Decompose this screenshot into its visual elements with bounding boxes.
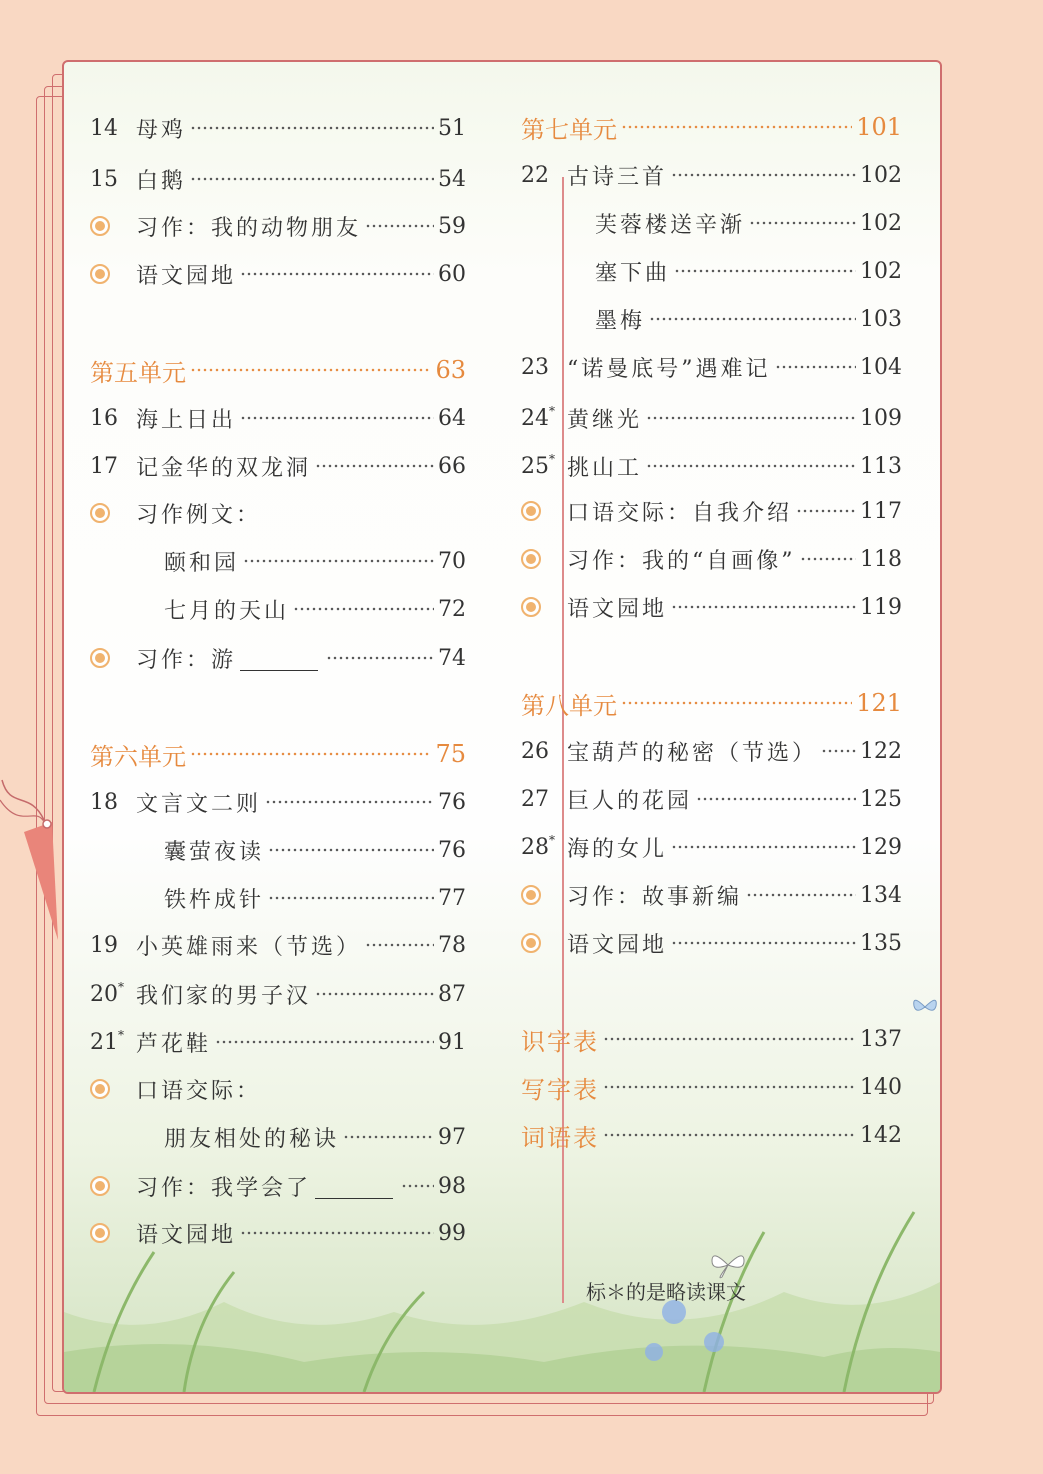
page-number: 101 (856, 113, 902, 141)
toc-entry[interactable] (90, 923, 466, 967)
page-number: 72 (438, 596, 466, 622)
entry-title: 词语表 (521, 1123, 599, 1152)
page-number: 78 (438, 932, 466, 958)
entry-title: 习作：我的动物朋友 (136, 215, 362, 241)
page-number: 122 (860, 738, 902, 764)
entry-title: 巨人的花园 (567, 788, 693, 814)
dot-leader (646, 413, 856, 423)
page-number: 104 (860, 354, 902, 380)
entry-title: 芙蓉楼送辛渐 (595, 212, 746, 238)
page-number: 135 (860, 930, 902, 956)
dot-leader (240, 1228, 434, 1238)
entry-title: 芦花鞋 (136, 1031, 212, 1057)
lesson-number (521, 787, 567, 812)
page-number: 129 (860, 834, 902, 860)
lesson-number-text: 14 (90, 115, 118, 141)
entry-title: 第八单元 (521, 691, 617, 720)
entry-title: 语文园地 (567, 932, 668, 958)
toc-entry[interactable] (90, 204, 466, 248)
page-number: 113 (860, 453, 902, 479)
dot-leader (821, 746, 856, 756)
page-number: 103 (860, 306, 902, 332)
page-number: 76 (438, 837, 466, 863)
entry-title: 白鹅 (136, 168, 187, 194)
page-number: 102 (860, 162, 902, 188)
lesson-number (90, 979, 136, 1007)
toc-entry[interactable] (90, 252, 466, 296)
bullet-circle-icon (90, 1176, 110, 1196)
entry-title: 习作：我的“自画像” (567, 548, 796, 574)
optional-reading-star: * (118, 979, 124, 994)
dot-leader (603, 1034, 856, 1044)
dot-leader (671, 938, 856, 948)
dot-leader (800, 554, 857, 564)
toc-entry[interactable] (90, 106, 466, 150)
page-number: 99 (438, 1220, 466, 1246)
entry-title: 口语交际： (136, 1078, 262, 1104)
dot-leader (365, 221, 434, 231)
page-number: 70 (438, 548, 466, 574)
dot-leader (268, 845, 434, 855)
entry-title: 写字表 (521, 1075, 599, 1104)
optional-reading-star: * (549, 451, 555, 466)
page-number: 77 (438, 885, 466, 911)
entry-title: 宝葫芦的秘密（节选） (567, 740, 818, 766)
bullet-circle-icon (90, 1223, 110, 1243)
page-number: 87 (438, 981, 466, 1007)
entry-title: 海上日出 (136, 407, 237, 433)
dot-leader (190, 365, 431, 375)
page-number: 66 (438, 453, 466, 479)
entry-title: 囊萤夜读 (164, 839, 265, 865)
dot-leader (649, 314, 856, 324)
lesson-number-text: 20 (90, 981, 118, 1007)
toc-entry[interactable] (164, 539, 466, 583)
entry-title: 口语交际：自我介绍 (567, 500, 793, 526)
entry-title: 母鸡 (136, 117, 187, 143)
dot-leader (696, 794, 856, 804)
lesson-number (90, 1027, 136, 1055)
toc-entry[interactable] (90, 157, 466, 201)
lesson-number-text: 22 (521, 162, 549, 188)
toc-entry[interactable] (521, 396, 902, 440)
dot-leader (240, 413, 434, 423)
dot-leader (671, 170, 856, 180)
page-number: 63 (435, 356, 466, 384)
dot-leader (315, 989, 434, 999)
dot-leader (365, 940, 434, 950)
page-number: 102 (860, 210, 902, 236)
lesson-number (90, 933, 136, 958)
lesson-number (90, 167, 136, 192)
page-number: 142 (860, 1122, 902, 1148)
page-number: 76 (438, 789, 466, 815)
dot-leader (293, 604, 434, 614)
toc-entry[interactable] (90, 1164, 466, 1208)
page-number: 109 (860, 405, 902, 431)
entry-title: 识字表 (521, 1027, 599, 1056)
toc-entry[interactable] (90, 444, 466, 488)
bullet-circle-icon (521, 549, 541, 569)
lesson-number (90, 790, 136, 815)
lesson-number (521, 163, 567, 188)
dot-leader (621, 122, 852, 132)
lesson-number-text: 18 (90, 789, 118, 815)
entry-title: 铁杵成针 (164, 887, 265, 913)
toc-entry[interactable] (90, 780, 466, 824)
entry-title: 第七单元 (521, 115, 617, 144)
entry-title: 文言文二则 (136, 791, 262, 817)
toc-entry[interactable] (521, 729, 902, 773)
lesson-number-text: 26 (521, 738, 549, 764)
entry-title: 第五单元 (90, 358, 186, 387)
toc-entry[interactable] (164, 587, 466, 631)
entry-title: 墨梅 (595, 308, 646, 334)
entry-title: 习作：我学会了 (136, 1175, 312, 1201)
lesson-number (90, 116, 136, 141)
lesson-number-text: 28 (521, 834, 549, 860)
fill-in-blank (240, 646, 318, 671)
lesson-number (521, 403, 567, 431)
dot-leader (775, 362, 857, 372)
lesson-number (521, 832, 567, 860)
dot-leader (190, 174, 434, 184)
lesson-number-text: 24 (521, 405, 549, 431)
appendix-entry[interactable] (521, 1017, 902, 1061)
dot-leader (268, 893, 434, 903)
entry-title: 七月的天山 (164, 598, 290, 624)
toc-entry[interactable] (90, 636, 466, 680)
lesson-number (521, 451, 567, 479)
appendix-entry[interactable] (521, 1065, 902, 1109)
page-number: 60 (438, 261, 466, 287)
dot-leader (343, 1132, 434, 1142)
toc-entry[interactable] (595, 249, 902, 293)
entry-title: 古诗三首 (567, 164, 668, 190)
lesson-number (521, 739, 567, 764)
entry-title: 海的女儿 (567, 836, 668, 862)
entry-title: 颐和园 (164, 550, 240, 576)
bullet-circle-icon (521, 597, 541, 617)
toc-entry[interactable] (521, 777, 902, 821)
page-number: 119 (860, 594, 902, 620)
entry-title: 语文园地 (136, 1222, 237, 1248)
butterfly-icon (910, 992, 940, 1022)
page-number: 118 (860, 546, 902, 572)
lesson-number-text: 27 (521, 786, 549, 812)
dot-leader (746, 890, 856, 900)
dot-leader (190, 749, 431, 759)
page-number: 117 (860, 498, 902, 524)
toc-entry[interactable] (164, 1115, 466, 1159)
dot-leader (646, 461, 856, 471)
toc-entry[interactable] (164, 876, 466, 920)
page-number: 51 (438, 115, 466, 141)
entry-title: 语文园地 (136, 263, 237, 289)
dot-leader (671, 842, 856, 852)
unit-heading[interactable] (90, 348, 466, 392)
lesson-number-text: 23 (521, 354, 549, 380)
lesson-number-text: 16 (90, 405, 118, 431)
lesson-number-text: 15 (90, 166, 118, 192)
toc-entry[interactable] (90, 1211, 466, 1255)
toc-entry[interactable] (90, 491, 466, 535)
bullet-circle-icon (521, 885, 541, 905)
dot-leader (401, 1181, 434, 1191)
entry-title: 习作：游 (136, 647, 237, 673)
appendix-entry[interactable] (521, 1113, 902, 1157)
entry-title: 我们家的男子汉 (136, 983, 312, 1009)
entry-title: 塞下曲 (595, 260, 671, 286)
bullet-circle-icon (90, 1079, 110, 1099)
page-number: 91 (438, 1029, 466, 1055)
toc-entry[interactable] (521, 345, 902, 389)
toc-entry[interactable] (164, 828, 466, 872)
bullet-circle-icon (90, 503, 110, 523)
dot-leader (265, 797, 434, 807)
toc-entry[interactable] (521, 537, 902, 581)
page-number: 125 (860, 786, 902, 812)
page-number: 74 (438, 645, 466, 671)
entry-title: 小英雄雨来（节选） (136, 934, 362, 960)
dot-leader (215, 1037, 434, 1047)
lesson-number (90, 454, 136, 479)
entry-title: “诺曼底号”遇难记 (567, 356, 771, 382)
page-number: 134 (860, 882, 902, 908)
toc-entry[interactable] (521, 489, 902, 533)
toc-entry[interactable] (521, 444, 902, 488)
page-number: 97 (438, 1124, 466, 1150)
bullet-circle-icon (521, 933, 541, 953)
page-number: 121 (856, 689, 902, 717)
page-number: 64 (438, 405, 466, 431)
lesson-number (521, 355, 567, 380)
dot-leader (674, 266, 856, 276)
page-number: 59 (438, 213, 466, 239)
entry-title: 朋友相处的秘诀 (164, 1126, 340, 1152)
toc-entry[interactable] (521, 825, 902, 869)
unit-heading[interactable] (90, 732, 466, 776)
bullet-circle-icon (521, 501, 541, 521)
bullet-circle-icon (90, 264, 110, 284)
page-number: 137 (860, 1026, 902, 1052)
toc-entry[interactable] (521, 153, 902, 197)
entry-title: 习作：故事新编 (567, 884, 743, 910)
entry-title: 黄继光 (567, 407, 643, 433)
lesson-number-text: 21 (90, 1029, 118, 1055)
dot-leader (671, 602, 856, 612)
entry-title: 挑山工 (567, 455, 643, 481)
lesson-number (90, 406, 136, 431)
optional-reading-star: * (118, 1027, 124, 1042)
toc-entry[interactable] (90, 1020, 466, 1064)
lesson-number-text: 25 (521, 453, 549, 479)
dot-leader (796, 506, 856, 516)
entry-title: 第六单元 (90, 742, 186, 771)
unit-heading[interactable] (521, 681, 902, 725)
page-number: 102 (860, 258, 902, 284)
bullet-circle-icon (90, 648, 110, 668)
toc-entry[interactable] (90, 972, 466, 1016)
dot-leader (749, 218, 856, 228)
toc-entry[interactable] (595, 201, 902, 245)
dot-leader (240, 269, 434, 279)
page-number: 140 (860, 1074, 902, 1100)
footnote: 标＊的是略读课文 (586, 1280, 746, 1304)
toc-entry[interactable] (521, 873, 902, 917)
ribbon-bookmark-icon (0, 770, 70, 960)
toc-entry[interactable] (595, 297, 902, 341)
dot-leader (315, 461, 434, 471)
toc-entry[interactable] (90, 396, 466, 440)
entry-title: 记金华的双龙洞 (136, 455, 312, 481)
dot-leader (621, 698, 852, 708)
unit-heading[interactable] (521, 105, 902, 149)
lesson-number-text: 19 (90, 932, 118, 958)
dot-leader (190, 123, 434, 133)
page-number: 75 (435, 740, 466, 768)
entry-title: 语文园地 (567, 596, 668, 622)
toc-entry[interactable] (521, 921, 902, 965)
toc-entry[interactable] (90, 1067, 466, 1111)
page-number: 98 (438, 1173, 466, 1199)
dot-leader (603, 1082, 856, 1092)
lesson-number-text: 17 (90, 453, 118, 479)
dot-leader (326, 653, 434, 663)
toc-entry[interactable] (521, 585, 902, 629)
optional-reading-star: * (549, 403, 555, 418)
optional-reading-star: * (549, 832, 555, 847)
dot-leader (603, 1130, 856, 1140)
page-number: 54 (438, 166, 466, 192)
bullet-circle-icon (90, 216, 110, 236)
fill-in-blank (315, 1174, 393, 1199)
dot-leader (243, 556, 434, 566)
entry-title: 习作例文： (136, 502, 262, 528)
